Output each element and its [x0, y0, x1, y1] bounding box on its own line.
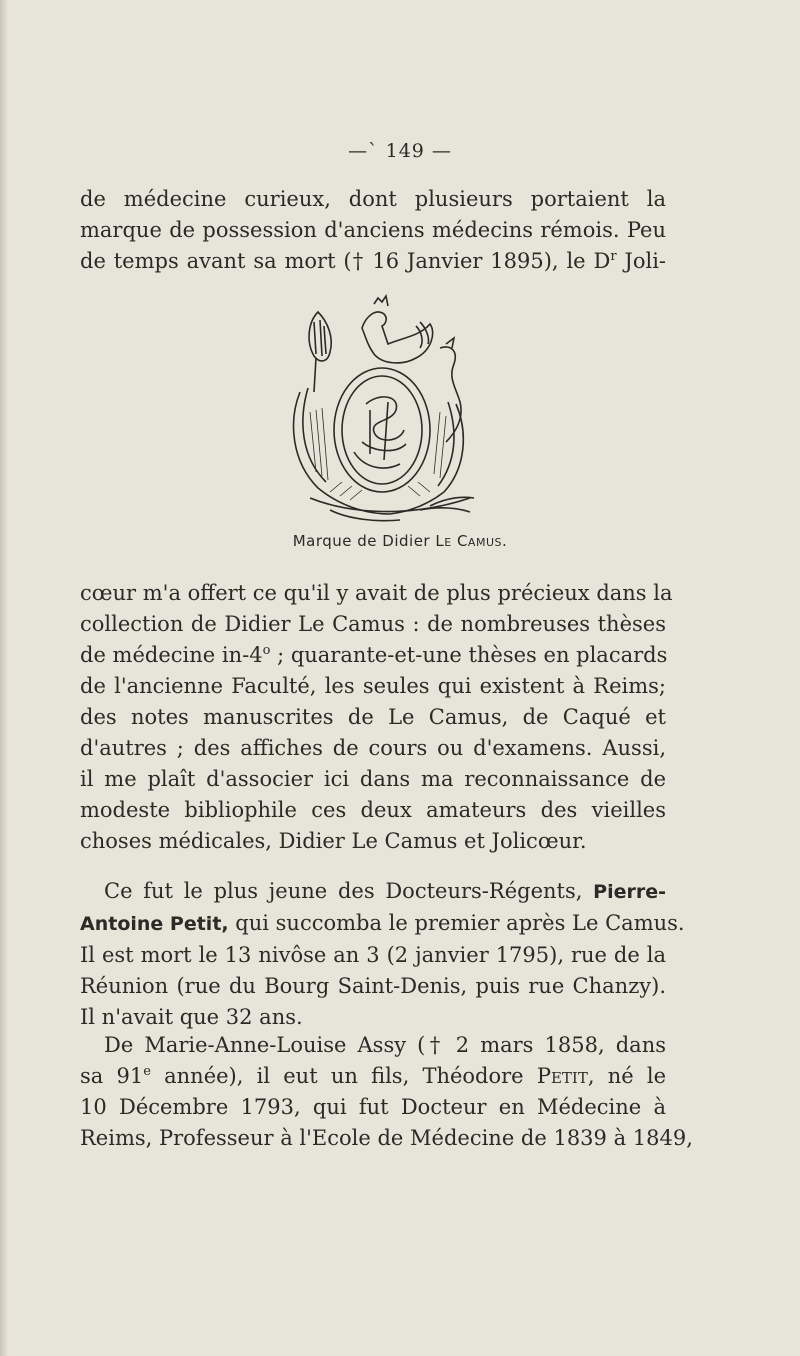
- text-line: Antoine Petit, qui succomba le premier après Le Camus.: [80, 911, 685, 935]
- text-line: De Marie-Anne-Louise Assy († 2 mars 1858, dans: [104, 1033, 666, 1057]
- text-line: de médecine curieux, dont plusieurs portaient la: [80, 187, 666, 211]
- text-line: cœur m'a offert ce qu'il y avait de plus précieux dans la: [80, 581, 673, 605]
- text-line: Ce fut le plus jeune des Docteurs-Régents, Pierre-: [104, 879, 666, 903]
- text-line: collection de Didier Le Camus : de nombreuses thèses: [80, 612, 666, 636]
- text-line: 10 Décembre 1793, qui fut Docteur en Médecine à: [80, 1095, 666, 1119]
- paragraph-3: [80, 876, 685, 1033]
- page-number: —` 149 —: [348, 140, 452, 162]
- paragraph-1: [80, 184, 666, 277]
- text-line: de médecine in-4$^o$ ; quarante-et-une thèses en placards: [80, 643, 668, 667]
- text-line: il me plaît d'associer ici dans ma reconnaissance de: [80, 767, 666, 791]
- figure-caption: Marque de Didier Le Camus.: [292, 532, 508, 550]
- text-line: marque de possession d'anciens médecins rémois. Peu: [80, 218, 666, 242]
- text-line: d'autres ; des affiches de cours ou d'examens. Aussi,: [80, 736, 666, 760]
- text-line: Reims, Professeur à l'Ecole de Médecine de 1839 à 1849,: [80, 1126, 693, 1150]
- paragraph-2: [80, 578, 673, 857]
- text-line: modeste bibliophile ces deux amateurs des vieilles: [80, 798, 666, 822]
- text-line: Il n'avait que 32 ans.: [80, 1005, 303, 1029]
- text-line: Il est mort le 13 nivôse an 3 (2 janvier 1795), rue de la: [80, 943, 666, 967]
- bookplate-mark-illustration: [270, 292, 490, 524]
- text-line: Réunion (rue du Bourg Saint-Denis, puis rue Chanzy).: [80, 974, 666, 998]
- paragraph-4: [80, 1030, 693, 1154]
- text-line: de temps avant sa mort († 16 Janvier 1895), le $D^r$ Joli-: [80, 249, 667, 273]
- text-line: de l'ancienne Faculté, les seules qui existent à Reims;: [80, 674, 666, 698]
- text-line: des notes manuscrites de Le Camus, de Caqué et: [80, 705, 666, 729]
- text-line: sa 91e année), il eut un fils, Théodore Petit, né le: [80, 1064, 666, 1088]
- text-line: choses médicales, Didier Le Camus et Jolicœur.: [80, 829, 587, 853]
- page-edge-shadow: [0, 0, 8, 1356]
